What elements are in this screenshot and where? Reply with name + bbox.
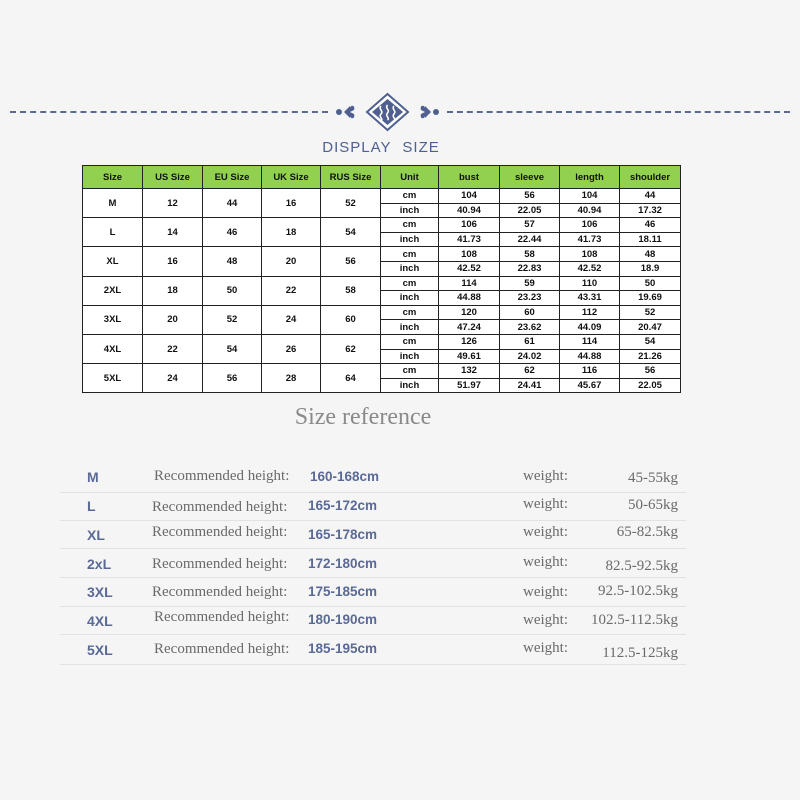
cell-bust-inch: 42.52 xyxy=(439,261,500,276)
reference-row xyxy=(60,577,686,607)
cell-bust-cm: 106 xyxy=(439,218,500,233)
table-row xyxy=(83,189,681,204)
cell-unit-inch: inch xyxy=(381,320,439,335)
cell-sleeve-cm: 62 xyxy=(500,364,560,379)
cell-bust-inch: 44.88 xyxy=(439,291,500,306)
cell-size: 5XL xyxy=(83,364,143,393)
cell-length-inch: 40.94 xyxy=(560,203,620,218)
cell-length-inch: 41.73 xyxy=(560,232,620,247)
cell-unit-inch: inch xyxy=(381,349,439,364)
cell-unit-cm: cm xyxy=(381,334,439,349)
reference-weight: 102.5-112.5kg xyxy=(591,612,678,628)
reference-row xyxy=(60,548,686,578)
cell-sleeve-inch: 23.62 xyxy=(500,320,560,335)
reference-size: M xyxy=(87,469,99,485)
cell-length-cm: 104 xyxy=(560,189,620,204)
cell-rus-size: 64 xyxy=(321,364,381,393)
cell-length-cm: 114 xyxy=(560,334,620,349)
dashed-divider-left xyxy=(10,111,328,113)
table-row xyxy=(83,218,681,233)
header-eu-size: EU Size xyxy=(203,166,262,189)
cell-eu-size: 56 xyxy=(203,364,262,393)
table-row xyxy=(83,334,681,349)
cell-rus-size: 62 xyxy=(321,334,381,363)
header-size: Size xyxy=(83,166,143,189)
cell-bust-inch: 47.24 xyxy=(439,320,500,335)
header-rus-size: RUS Size xyxy=(321,166,381,189)
cell-shoulder-inch: 18.11 xyxy=(620,232,681,247)
reference-size: 2xL xyxy=(87,556,112,572)
header-bust: bust xyxy=(439,166,500,189)
cell-eu-size: 44 xyxy=(203,189,262,218)
cell-size: L xyxy=(83,218,143,247)
display-size-heading: DISPLAY SIZE xyxy=(322,139,440,156)
cell-unit-cm: cm xyxy=(381,247,439,262)
table-header-row xyxy=(83,166,681,189)
cell-shoulder-inch: 22.05 xyxy=(620,378,681,393)
cell-bust-inch: 51.97 xyxy=(439,378,500,393)
cell-sleeve-inch: 24.41 xyxy=(500,378,560,393)
cell-size: 2XL xyxy=(83,276,143,305)
cell-length-inch: 45.67 xyxy=(560,378,620,393)
cell-sleeve-cm: 58 xyxy=(500,247,560,262)
size-chart-table xyxy=(82,165,681,393)
reference-size: XL xyxy=(87,527,105,543)
weight-label: weight: xyxy=(523,612,568,628)
cell-eu-size: 50 xyxy=(203,276,262,305)
header-uk-size: UK Size xyxy=(262,166,321,189)
cell-sleeve-cm: 57 xyxy=(500,218,560,233)
cell-bust-cm: 114 xyxy=(439,276,500,291)
cell-length-cm: 108 xyxy=(560,247,620,262)
cell-uk-size: 22 xyxy=(262,276,321,305)
cell-uk-size: 16 xyxy=(262,189,321,218)
cell-shoulder-cm: 52 xyxy=(620,305,681,320)
recommended-height-label: Recommended height: xyxy=(154,468,290,484)
reference-size: 4XL xyxy=(87,613,113,629)
cell-length-cm: 110 xyxy=(560,276,620,291)
cell-length-inch: 44.88 xyxy=(560,349,620,364)
cell-sleeve-inch: 22.83 xyxy=(500,261,560,276)
cell-shoulder-inch: 20.47 xyxy=(620,320,681,335)
weight-label: weight: xyxy=(523,496,568,512)
cell-unit-cm: cm xyxy=(381,189,439,204)
cell-shoulder-inch: 18.9 xyxy=(620,261,681,276)
reference-row xyxy=(60,635,686,665)
size-reference-title: Size reference xyxy=(294,404,432,430)
recommended-height-label: Recommended height: xyxy=(154,609,290,625)
reference-height: 175-185cm xyxy=(308,584,378,599)
cell-uk-size: 20 xyxy=(262,247,321,276)
header-length: length xyxy=(560,166,620,189)
cell-size: M xyxy=(83,189,143,218)
cell-uk-size: 18 xyxy=(262,218,321,247)
reference-weight: 112.5-125kg xyxy=(602,645,678,661)
reference-height: 180-190cm xyxy=(308,612,378,627)
cell-length-cm: 112 xyxy=(560,305,620,320)
cell-shoulder-inch: 19.69 xyxy=(620,291,681,306)
cell-length-inch: 43.31 xyxy=(560,291,620,306)
cell-shoulder-cm: 46 xyxy=(620,218,681,233)
cell-sleeve-cm: 59 xyxy=(500,276,560,291)
cell-unit-cm: cm xyxy=(381,218,439,233)
reference-weight: 45-55kg xyxy=(628,470,678,486)
cell-shoulder-cm: 56 xyxy=(620,364,681,379)
cell-eu-size: 46 xyxy=(203,218,262,247)
cell-unit-inch: inch xyxy=(381,291,439,306)
reference-height: 185-195cm xyxy=(308,641,378,656)
cell-shoulder-inch: 17.32 xyxy=(620,203,681,218)
cell-rus-size: 54 xyxy=(321,218,381,247)
reference-height: 165-172cm xyxy=(308,498,378,513)
cell-sleeve-cm: 56 xyxy=(500,189,560,204)
cell-sleeve-inch: 22.05 xyxy=(500,203,560,218)
cell-length-inch: 44.09 xyxy=(560,320,620,335)
reference-row xyxy=(60,463,686,493)
reference-height: 165-178cm xyxy=(308,527,378,542)
cell-bust-cm: 104 xyxy=(439,189,500,204)
dashed-divider-right xyxy=(447,111,790,113)
header-us-size: US Size xyxy=(143,166,203,189)
cell-shoulder-cm: 50 xyxy=(620,276,681,291)
diamond-emblem-icon xyxy=(330,92,445,132)
cell-bust-inch: 40.94 xyxy=(439,203,500,218)
table-row xyxy=(83,364,681,379)
cell-unit-inch: inch xyxy=(381,232,439,247)
reference-row xyxy=(60,491,686,521)
cell-uk-size: 24 xyxy=(262,305,321,334)
cell-eu-size: 54 xyxy=(203,334,262,363)
cell-bust-inch: 49.61 xyxy=(439,349,500,364)
reference-size: L xyxy=(87,498,96,514)
cell-unit-cm: cm xyxy=(381,305,439,320)
recommended-height-label: Recommended height: xyxy=(152,499,288,515)
recommended-height-label: Recommended height: xyxy=(152,584,288,600)
cell-shoulder-cm: 54 xyxy=(620,334,681,349)
reference-weight: 65-82.5kg xyxy=(616,524,678,540)
cell-rus-size: 56 xyxy=(321,247,381,276)
recommended-height-label: Recommended height: xyxy=(152,556,288,572)
cell-length-cm: 116 xyxy=(560,364,620,379)
header-shoulder: shoulder xyxy=(620,166,681,189)
weight-label: weight: xyxy=(523,468,568,484)
reference-size: 3XL xyxy=(87,584,113,600)
weight-label: weight: xyxy=(523,554,568,570)
cell-sleeve-inch: 24.02 xyxy=(500,349,560,364)
cell-us-size: 20 xyxy=(143,305,203,334)
cell-us-size: 14 xyxy=(143,218,203,247)
weight-label: weight: xyxy=(523,584,568,600)
recommended-height-label: Recommended height: xyxy=(152,524,288,540)
cell-bust-cm: 120 xyxy=(439,305,500,320)
table-row xyxy=(83,305,681,320)
cell-bust-inch: 41.73 xyxy=(439,232,500,247)
cell-size: XL xyxy=(83,247,143,276)
cell-eu-size: 52 xyxy=(203,305,262,334)
cell-unit-inch: inch xyxy=(381,378,439,393)
cell-bust-cm: 108 xyxy=(439,247,500,262)
weight-label: weight: xyxy=(523,640,568,656)
reference-row xyxy=(60,605,686,635)
recommended-height-label: Recommended height: xyxy=(154,641,290,657)
table-row xyxy=(83,247,681,262)
table-row xyxy=(83,276,681,291)
cell-unit-cm: cm xyxy=(381,276,439,291)
cell-eu-size: 48 xyxy=(203,247,262,276)
cell-uk-size: 26 xyxy=(262,334,321,363)
reference-weight: 92.5-102.5kg xyxy=(598,583,678,599)
cell-unit-inch: inch xyxy=(381,203,439,218)
cell-us-size: 22 xyxy=(143,334,203,363)
cell-uk-size: 28 xyxy=(262,364,321,393)
reference-row xyxy=(60,519,686,549)
reference-height: 172-180cm xyxy=(308,556,378,571)
header-sleeve: sleeve xyxy=(500,166,560,189)
cell-us-size: 12 xyxy=(143,189,203,218)
cell-us-size: 18 xyxy=(143,276,203,305)
reference-size: 5XL xyxy=(87,642,113,658)
header-unit: Unit xyxy=(381,166,439,189)
cell-length-cm: 106 xyxy=(560,218,620,233)
cell-unit-inch: inch xyxy=(381,261,439,276)
reference-height: 160-168cm xyxy=(310,469,380,484)
reference-weight: 50-65kg xyxy=(628,497,678,513)
cell-sleeve-inch: 23.23 xyxy=(500,291,560,306)
cell-sleeve-cm: 61 xyxy=(500,334,560,349)
cell-size: 4XL xyxy=(83,334,143,363)
cell-sleeve-inch: 22.44 xyxy=(500,232,560,247)
cell-bust-cm: 126 xyxy=(439,334,500,349)
weight-label: weight: xyxy=(523,524,568,540)
cell-us-size: 24 xyxy=(143,364,203,393)
cell-length-inch: 42.52 xyxy=(560,261,620,276)
cell-sleeve-cm: 60 xyxy=(500,305,560,320)
cell-rus-size: 52 xyxy=(321,189,381,218)
reference-weight: 82.5-92.5kg xyxy=(605,558,678,574)
cell-unit-cm: cm xyxy=(381,364,439,379)
cell-shoulder-inch: 21.26 xyxy=(620,349,681,364)
cell-bust-cm: 132 xyxy=(439,364,500,379)
cell-rus-size: 60 xyxy=(321,305,381,334)
cell-shoulder-cm: 48 xyxy=(620,247,681,262)
cell-rus-size: 58 xyxy=(321,276,381,305)
cell-us-size: 16 xyxy=(143,247,203,276)
cell-size: 3XL xyxy=(83,305,143,334)
cell-shoulder-cm: 44 xyxy=(620,189,681,204)
